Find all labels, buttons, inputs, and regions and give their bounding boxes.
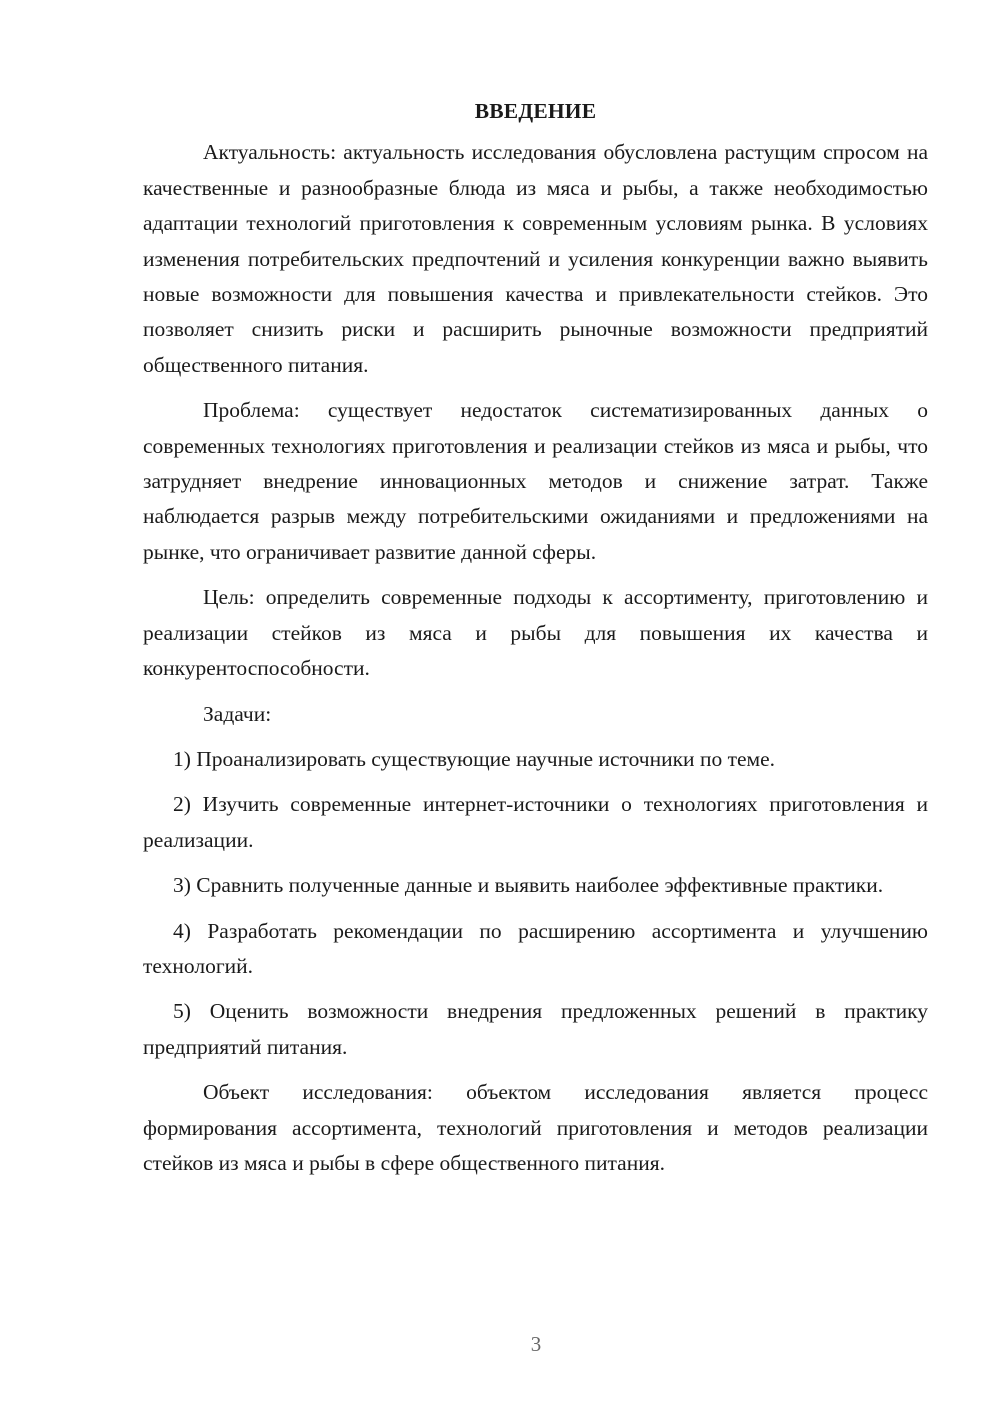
task-item-3: 3) Сравнить полученные данные и выявить наиболее эффективные практики.: [173, 873, 884, 898]
tasks-label: Задачи:: [203, 701, 272, 726]
document-body: [143, 94, 928, 1191]
paragraph-relevance: Актуальность: актуальность исследования обусловлена растущим спросом на качественные и разнообразные блюда из мяса и рыбы, а также необходимостью адаптации технологий приготовления к современным условиям рынка. В условиях изменения потребительских предпочтений и усиления конкуренции важно выявить новые возможности для повышения качества и привлекательности стейков. Это позволяет снизить риски и расширить рыночные возможности предприятий общественного питания.: [143, 140, 928, 377]
task-item-5: 5) Оценить возможности внедрения предложенных решений в практику предприятий питания.: [143, 999, 928, 1059]
paragraph-problem: Проблема: существует недостаток систематизированных данных о современных технологиях приготовления и реализации стейков из мяса и рыбы, что затрудняет внедрение инновационных методов и снижение затрат. Также наблюдается разрыв между потребительскими ожиданиями и предложениями на рынке, что ограничивает развитие данной сферы.: [143, 398, 928, 564]
page-number: 3: [530, 1332, 542, 1356]
task-item-2: 2) Изучить современные интернет-источники о технологиях приготовления и реализации.: [143, 792, 928, 852]
paragraph-goal: Цель: определить современные подходы к ассортименту, приготовлению и реализации стейков из мяса и рыбы для повышения их качества и конкурентоспособности.: [143, 585, 928, 681]
section-heading: ВВЕДЕНИЕ: [474, 99, 597, 123]
task-item-1: 1) Проанализировать существующие научные источники по теме.: [173, 746, 776, 771]
task-item-4: 4) Разработать рекомендации по расширению ассортимента и улучшению технологий.: [143, 918, 928, 978]
paragraph-object: Объект исследования: объектом исследования является процесс формирования ассортимента, технологий приготовления и методов реализации стейков из мяса и рыбы в сфере общественного питания.: [143, 1080, 928, 1175]
